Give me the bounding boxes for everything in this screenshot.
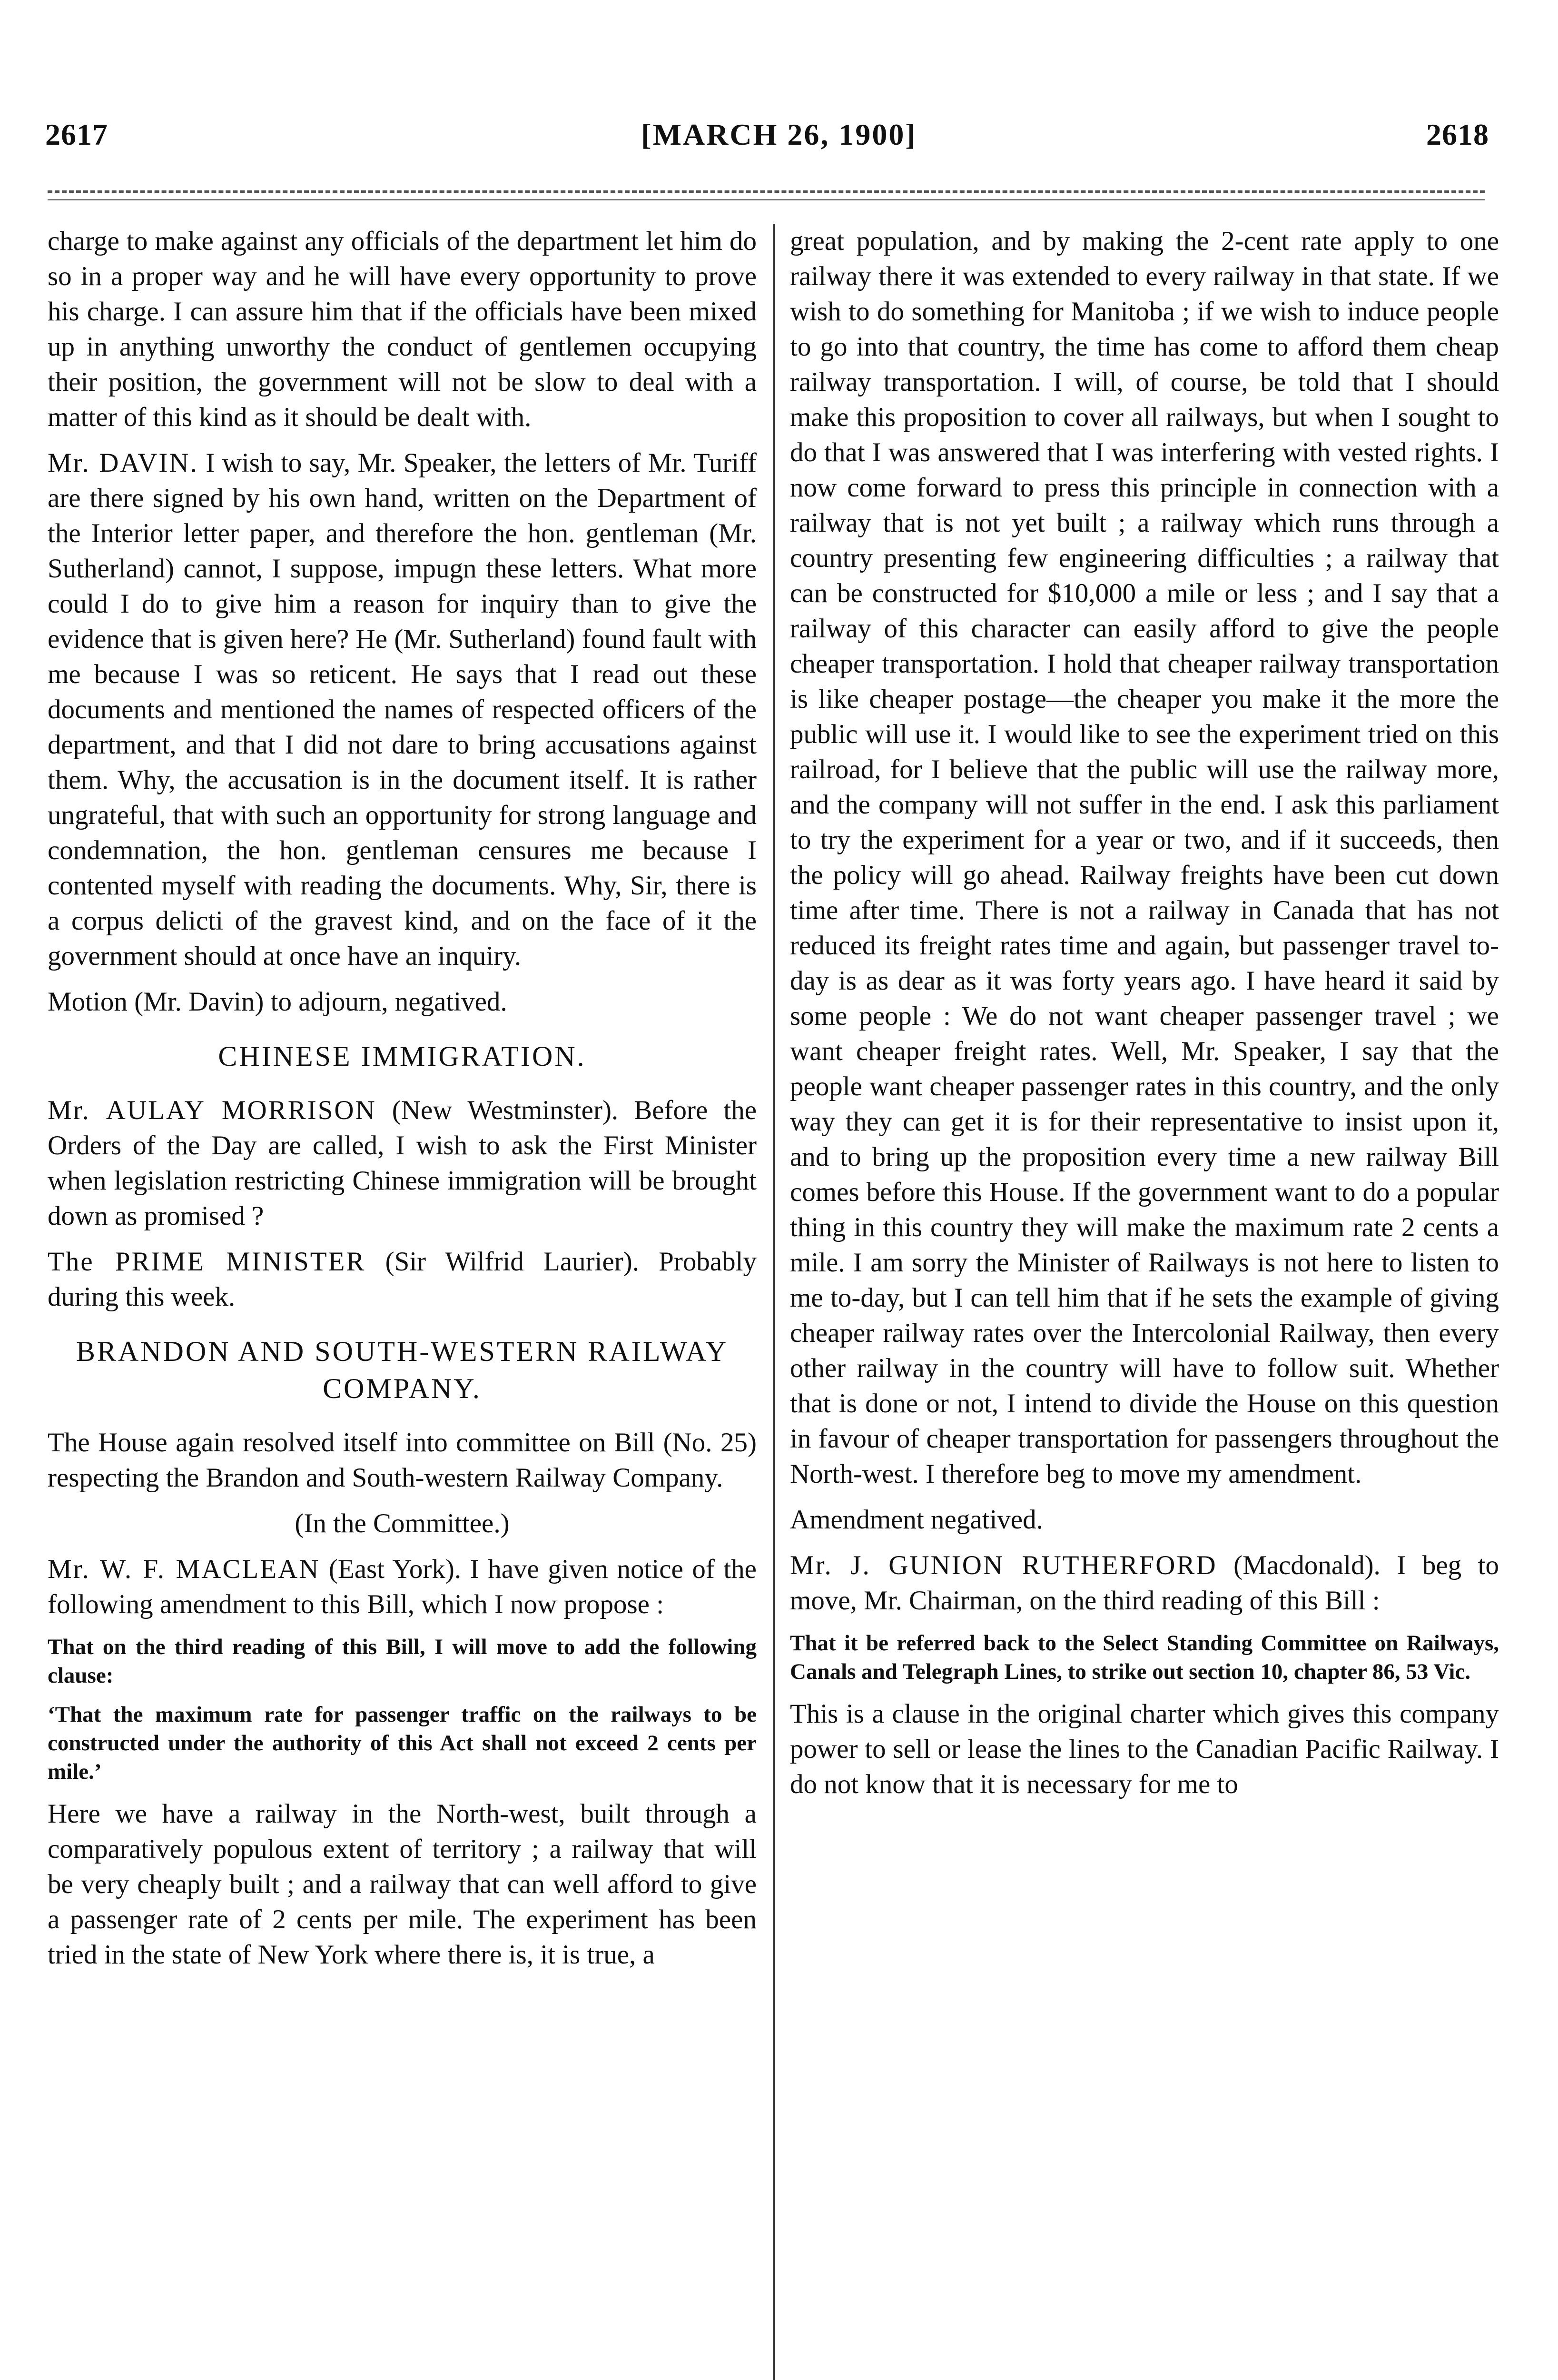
page-header	[0, 0, 1558, 200]
paragraph	[790, 1548, 1499, 1618]
header-rule-lower	[48, 199, 1485, 200]
speaker-name: Mr. W. F. MACLEAN	[48, 1554, 320, 1584]
paragraph-text: I wish to say, Mr. Speaker, the letters of Mr. Turiff are there signed by his own hand, written on the Department of the Interior letter paper, and therefore the hon. gentleman (Mr. Sutherland) cannot, I suppose, impugn these letters. What more could I do to give him a reason for inquiry than to give the evidence that is given here? He (Mr. Sutherland) found fault with me because I was so reticent. He says that I read out these documents and mentioned the names of respected officers of the department, and that I did not dare to bring accusations against them. Why, the accusation is in the document itself. It is rather ungrateful, that with such an opportunity for strong language and condemnation, the hon. gentleman censures me because I contented myself with reading the documents. Why, Sir, there is a corpus delicti of the gravest kind, and on the face of it the government should at once have an inquiry.	[48, 448, 757, 971]
paragraph: great population, and by making the 2-cent rate apply to one railway there it was extended to every railway in that state. If we wish to do something for Manitoba ; if we wish to induce people to go into that country, the time has come to afford them cheap railway transportation. I will, of course, be told that I should make this proposition to cover all railways, but when I sought to do that I was answered that I was interfering with vested rights. I now come forward to press this principle in connection with a railway that is not yet built ; a railway which runs through a country presenting few engineering difficulties ; a railway that can be constructed for $10,000 a mile or less ; and I say that a railway of this character can easily afford to give the people cheaper transportation. I hold that cheaper railway transportation is like cheaper postage—the cheaper you make it the more the public will use it. I would like to see the experiment tried on this railroad, for I believe that the public will use the railway more, and the company will not suffer in the end. I ask this parliament to try the experiment for a year or two, and if it succeeds, then the policy will go ahead. Railway freights have been cut down time after time. There is not a railway in Canada that has not reduced its freight rates time and again, but passenger travel to-day is as dear as it was forty years ago. I have heard it said by some people : We do not want cheaper passenger travel ; we want cheaper freight rates. Well, Mr. Speaker, I say that the people want cheaper passenger rates in this country, and the only way they can get it is for their representative to insist upon it, and to bring up the proposition every time a new railway Bill comes before this House. If the government want to do a popular thing in this country they will make the maximum rate 2 cents a mile. I am sorry the Minister of Railways is not here to listen to me to-day, but I can tell him that if he sets the example of giving cheaper railway rates over the Intercolonial Railway, then every other railway in the country will have to follow suit. Whether that is done or not, I intend to divide the House on this question in favour of cheaper transportation for passengers throughout the North-west. I therefore beg to move my amendment.	[790, 226, 1499, 1489]
paragraph-text: (Macdonald). I beg to move, Mr. Chairman, on the third reading of this Bill :	[790, 1550, 1499, 1616]
paragraph	[48, 1093, 757, 1234]
speaker-name: The PRIME MINISTER	[48, 1247, 366, 1277]
header-rule	[48, 190, 1485, 193]
right-column	[790, 224, 1499, 2380]
paragraph	[48, 446, 757, 974]
section-heading: BRANDON AND SOUTH-WESTERN RAILWAY COMPANY.	[76, 1336, 729, 1404]
paragraph-text: (New Westminster). Before the Orders of the Day are called, I wish to ask the First Minister when legislation restricting Chinese immigration will be brought down as promised ?	[48, 1095, 757, 1231]
column-divider	[773, 224, 775, 2380]
paragraph: Here we have a railway in the North-west, built through a comparatively populous extent of territory ; a railway that will be very cheaply built ; and a railway that can well afford to give a passenger rate of 2 cents per mile. The experiment has been tried in the state of New York where there is, it is true, a	[48, 1799, 757, 1970]
paragraph: The House again resolved itself into committee on Bill (No. 25) respecting the Brandon and South-western Railway Company.	[48, 1428, 757, 1493]
right-page-number: 2618	[1426, 118, 1489, 151]
left-column	[48, 224, 757, 2380]
quoted-motion: That it be referred back to the Select Standing Committee on Railways, Canals and Telegraph Lines, to strike out section 10, chapter 86, 53 Vic.	[790, 1631, 1499, 1684]
paragraph: Motion (Mr. Davin) to adjourn, negatived.	[48, 987, 507, 1017]
section-heading: CHINESE IMMIGRATION.	[218, 1041, 586, 1072]
paragraph-text: (East York). I have given notice of the following amendment to this Bill, which I now propose :	[48, 1554, 757, 1619]
paragraph	[48, 1244, 757, 1315]
speaker-name: Mr. DAVIN.	[48, 448, 198, 478]
paragraph: Amendment negatived.	[790, 1505, 1043, 1535]
page-date-title: [MARCH 26, 1900]	[641, 118, 917, 151]
paragraph: charge to make against any officials of the department let him do so in a proper way and he will have every opportunity to prove his charge. I can assure him that if the officials have been mixed up in anything unworthy the conduct of gentlemen occupying their position, the government will not be slow to deal with a matter of this kind as it should be dealt with.	[48, 226, 757, 432]
paragraph: This is a clause in the original charter which gives this company power to sell or lease the lines to the Canadian Pacific Railway. I do not know that it is necessary for me to	[790, 1699, 1499, 1799]
quoted-motion: That on the third reading of this Bill, I will move to add the following clause:	[48, 1635, 757, 1688]
paragraph-text: (Sir Wilfrid Laurier). Probably during this week.	[48, 1247, 757, 1312]
paragraph	[48, 1552, 757, 1622]
committee-note: (In the Committee.)	[295, 1508, 510, 1538]
left-page-number: 2617	[45, 118, 108, 151]
quoted-clause: ‘That the maximum rate for passenger traffic on the railways to be constructed under the authority of this Act shall not exceed 2 cents per mile.’	[48, 1702, 757, 1784]
speaker-name: Mr. AULAY MORRISON	[48, 1095, 376, 1125]
speaker-name: Mr. J. GUNION RUTHERFORD	[790, 1550, 1217, 1580]
